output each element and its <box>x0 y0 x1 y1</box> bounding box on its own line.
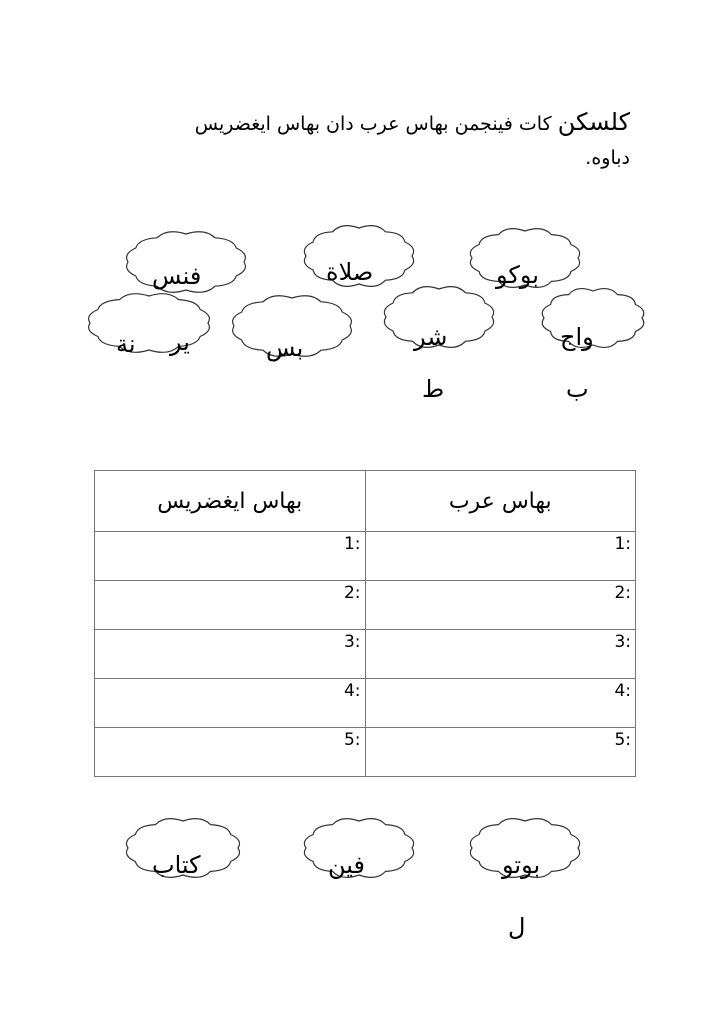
table-row <box>95 728 636 777</box>
row-number: 2: <box>343 583 361 603</box>
translation-table <box>94 470 636 777</box>
table-row <box>95 679 636 728</box>
cloud-word-part: ط <box>422 375 445 403</box>
instruction-lead: كلسكن <box>557 108 630 136</box>
table-row <box>95 532 636 581</box>
malay-cell <box>95 581 366 630</box>
malay-cell <box>95 532 366 581</box>
row-number: 5: <box>343 730 361 750</box>
table-header-row <box>95 471 636 532</box>
arabic-cell <box>365 679 636 728</box>
cloud-word: شر <box>414 323 448 351</box>
instruction-text <box>150 105 630 175</box>
cloud-word: فين <box>328 851 365 879</box>
row-number: 3: <box>343 632 361 652</box>
arabic-cell <box>365 532 636 581</box>
malay-cell <box>95 630 366 679</box>
row-number: 1: <box>614 534 631 554</box>
row-number: 4: <box>614 681 631 701</box>
cloud-word: نة <box>116 330 136 358</box>
header-malay: بهاس ايغضريس <box>95 471 366 532</box>
arabic-cell <box>365 581 636 630</box>
cloud-word: بوتو <box>502 851 541 879</box>
cloud-word: صلاة <box>326 258 374 286</box>
row-number: 1: <box>343 534 361 554</box>
row-number: 4: <box>343 681 361 701</box>
instruction-rest: كات فينجمن بهاس عرب دان بهاس ايغضريس دباوه. <box>194 113 630 169</box>
malay-cell <box>95 679 366 728</box>
cloud-word: بس <box>266 334 304 362</box>
cloud-word: كتاب <box>152 851 201 879</box>
row-number: 5: <box>614 730 631 750</box>
row-number: 3: <box>614 632 631 652</box>
cloud-word-part: ب <box>566 375 589 403</box>
cloud-word: بوكو <box>496 261 539 289</box>
cloud-word: واج <box>560 323 594 351</box>
arabic-cell <box>365 728 636 777</box>
row-number: 2: <box>614 583 631 603</box>
arabic-cell <box>365 630 636 679</box>
header-arabic: بهاس عرب <box>365 471 636 532</box>
table-row <box>95 581 636 630</box>
cloud-word: فنس <box>152 262 202 290</box>
cloud-word-part: ير <box>170 328 190 356</box>
cloud-outline <box>89 294 210 356</box>
malay-cell <box>95 728 366 777</box>
table-row <box>95 630 636 679</box>
cloud-word-part: ل <box>508 913 526 941</box>
